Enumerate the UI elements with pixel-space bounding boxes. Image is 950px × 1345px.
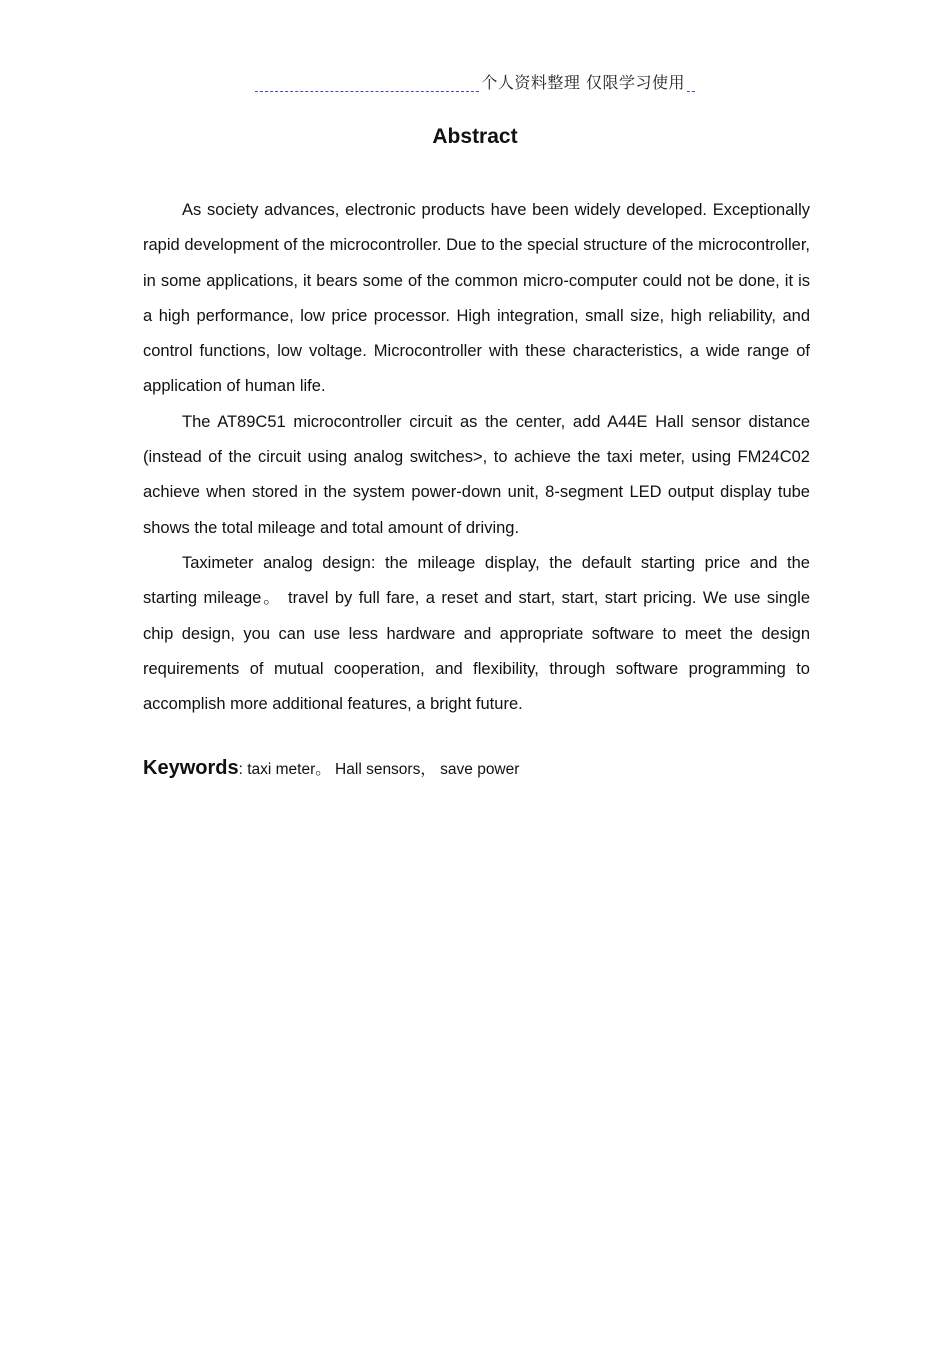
abstract-paragraph-3: Taximeter analog design: the mileage display, the default starting price and the starting mileage。 travel by full fare, a reset and start, start, start pricing. We use single chip design, you can use less hardware and appropriate software to meet the design requirements of mutual cooperation, and flexibility, through software programming to accomplish more additional features, a bright future. xyxy=(143,553,810,714)
abstract-body xyxy=(143,193,810,722)
keywords-text: : taxi meter。 Hall sensors， save power xyxy=(238,761,520,778)
header-text: 个人资料整理 仅限学习使用 xyxy=(479,70,687,93)
page-header xyxy=(255,70,695,96)
keywords-line xyxy=(143,757,810,780)
abstract-paragraph-2: The AT89C51 microcontroller circuit as the center, add A44E Hall sensor distance (instead of the circuit using analog switches>, to achieve the taxi meter, using FM24C02 achieve when stored in the system power-down unit, 8-segment LED output display tube shows the total mileage and total amount of driving. xyxy=(143,412,810,537)
abstract-paragraph-1: As society advances, electronic products have been widely developed. Exceptionally rapid development of the microcontroller. Due to the special structure of the microcontroller, in some applications, it bears some of the common micro-computer could not be done, it is a high performance, low price processor. High integration, small size, high reliability, and control functions, low voltage. Microcontroller with these characteristics, a wide range of application of human life. xyxy=(143,201,810,396)
keywords-label: Keywords xyxy=(143,757,239,779)
abstract-title: Abstract xyxy=(432,125,518,148)
